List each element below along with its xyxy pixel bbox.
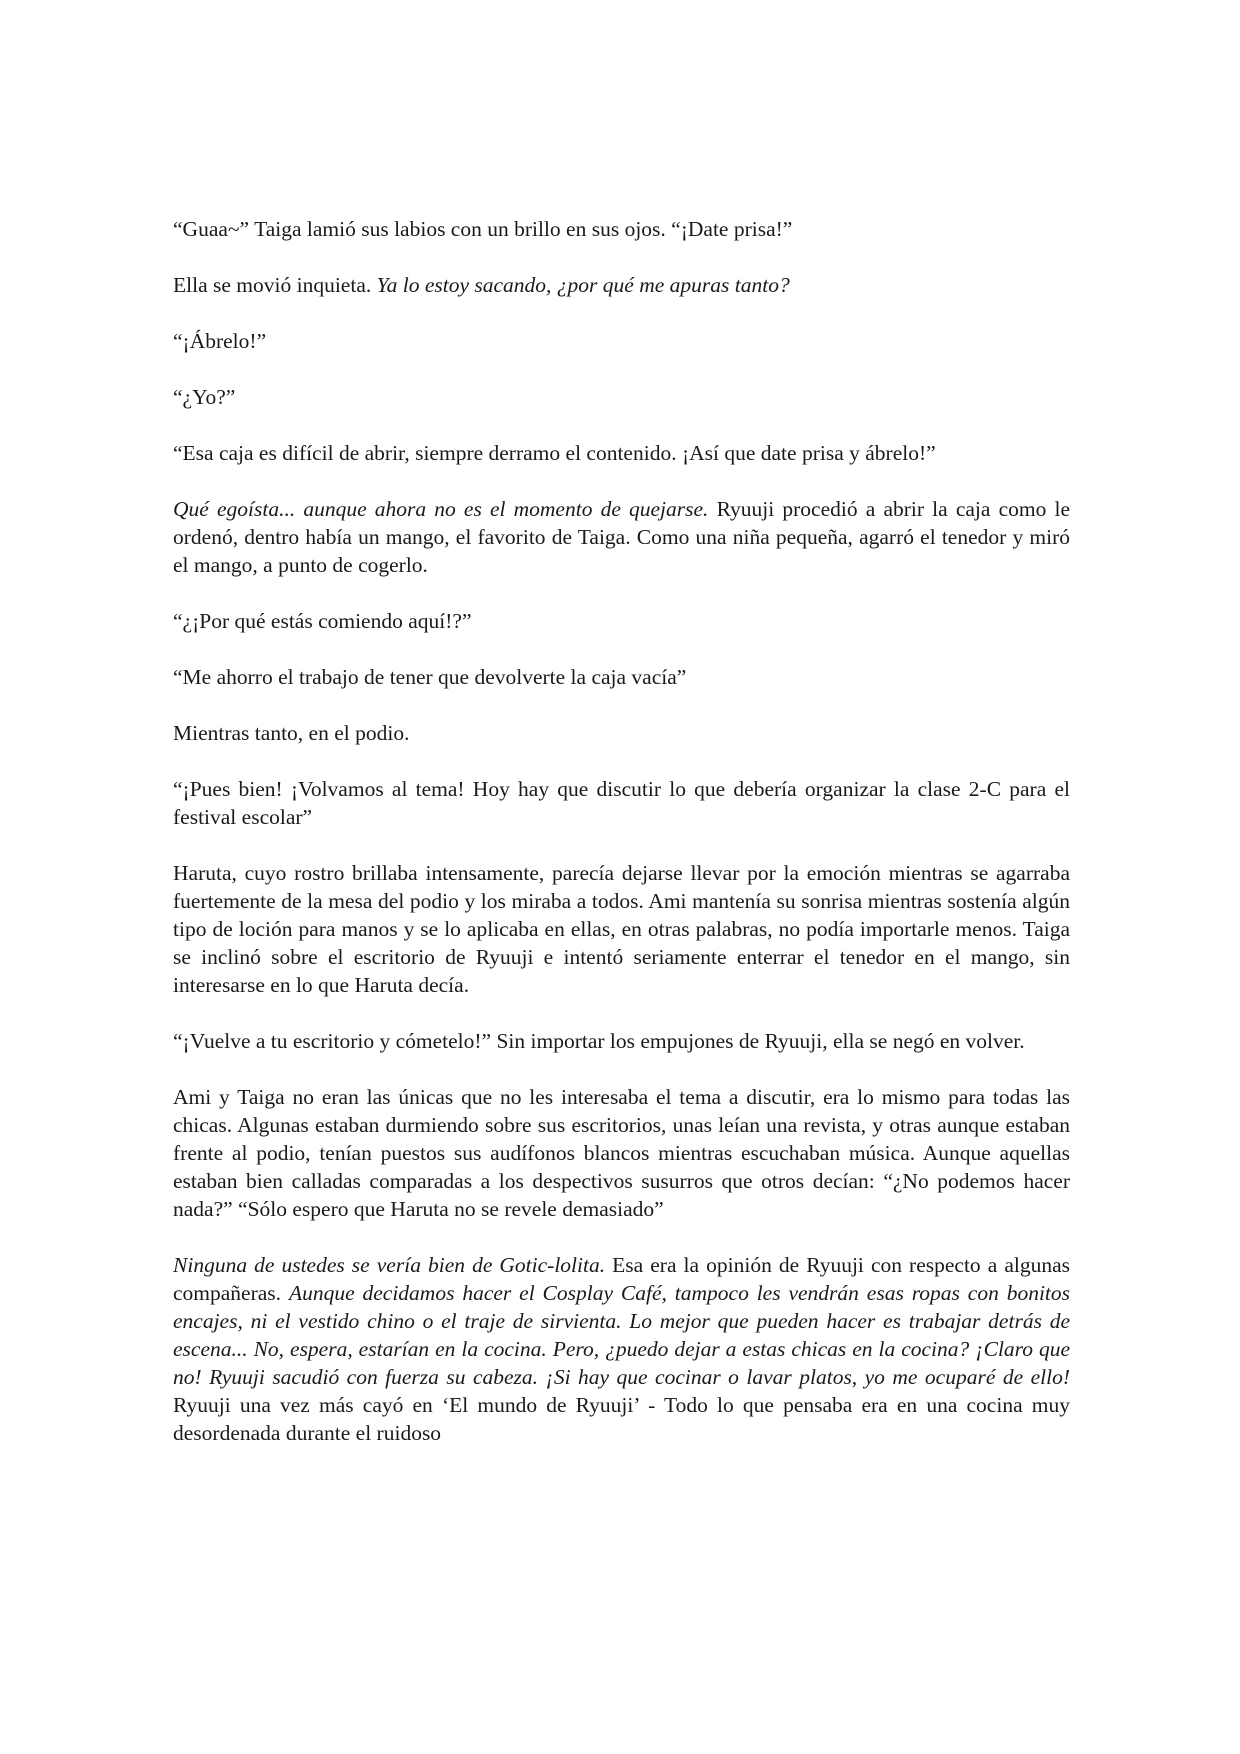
paragraph <box>173 439 1070 467</box>
italic-text-run: Ninguna de ustedes se vería bien de Gotic-lolita. <box>173 1253 606 1277</box>
italic-text-run: Ya lo estoy sacando, ¿por qué me apuras tanto? <box>376 273 790 297</box>
text-run: Mientras tanto, en el podio. <box>173 721 410 745</box>
text-run: “¡Vuelve a tu escritorio y cómetelo!” Sin importar los empujones de Ryuuji, ella se negó en volver. <box>173 1029 1025 1053</box>
italic-text-run: Qué egoísta... aunque ahora no es el momento de quejarse. <box>173 497 709 521</box>
text-run: Ella se movió inquieta. <box>173 273 377 297</box>
italic-text-run: Aunque decidamos hacer el Cosplay Café, tampoco les vendrán esas ropas con bonitos encajes, ni el vestido chino o el traje de sirvienta. Lo mejor que pueden hacer es trabajar detrás de escena... No, espera, estarían en la cocina. Pero, ¿puedo dejar a estas chicas en la cocina? ¡Claro que no! Ryuuji sacudió con fuerza su cabeza. ¡Si hay que cocinar o lavar platos, yo me ocuparé de ello! <box>173 1281 1071 1389</box>
paragraph <box>173 327 1070 355</box>
text-run: Ami y Taiga no eran las únicas que no les interesaba el tema a discutir, era lo mismo para todas las chicas. Algunas estaban durmiendo sobre sus escritorios, unas leían una revista, y otras aunque estaban frente al podio, tenían puestos sus audífonos blancos mientras escuchaban música. Aunque aquellas estaban bien calladas comparadas a los despectivos susurros que otros decían: “¿No podemos hacer nada?” “Sólo espero que Haruta no se revele demasiado” <box>173 1085 1070 1221</box>
text-run: “¿¡Por qué estás comiendo aquí!?” <box>173 609 472 633</box>
paragraph <box>173 495 1070 579</box>
paragraph <box>173 1083 1070 1223</box>
paragraph <box>173 383 1070 411</box>
paragraph <box>173 215 1070 243</box>
paragraph <box>173 663 1070 691</box>
text-run: “¿Yo?” <box>173 385 236 409</box>
paragraph <box>173 859 1070 999</box>
body-text <box>173 215 1070 1447</box>
text-run: Ryuuji procedió a abrir la caja como le ordenó, dentro había un mango, el favorito de Taiga. Como una niña pequeña, agarró el tenedor y miró el mango, a punto de cogerlo. <box>173 497 1070 577</box>
paragraph <box>173 607 1070 635</box>
text-run: “Me ahorro el trabajo de tener que devolverte la caja vacía” <box>173 665 687 689</box>
paragraph <box>173 1027 1070 1055</box>
text-run: “Guaa~” Taiga lamió sus labios con un brillo en sus ojos. “¡Date prisa!” <box>173 217 793 241</box>
paragraph <box>173 719 1070 747</box>
text-run: Haruta, cuyo rostro brillaba intensamente, parecía dejarse llevar por la emoción mientras se agarraba fuertemente de la mesa del podio y los miraba a todos. Ami mantenía su sonrisa mientras sostenía algún tipo de loción para manos y se lo aplicaba en ellas, en otras palabras, no podía importarle menos. Taiga se inclinó sobre el escritorio de Ryuuji e intentó seriamente enterrar el tenedor en el mango, sin interesarse en lo que Haruta decía. <box>173 861 1070 997</box>
text-run: “¡Pues bien! ¡Volvamos al tema! Hoy hay que discutir lo que debería organizar la clase 2-C para el festival escolar” <box>173 777 1070 829</box>
text-run: Ryuuji una vez más cayó en ‘El mundo de Ryuuji’ - Todo lo que pensaba era en una cocina muy desordenada durante el ruidoso <box>173 1393 1070 1445</box>
text-run: Esa era la opinión de Ryuuji con respecto a algunas compañeras. <box>173 1253 1070 1305</box>
text-run: “Esa caja es difícil de abrir, siempre derramo el contenido. ¡Así que date prisa y ábrelo!” <box>173 441 936 465</box>
paragraph <box>173 775 1070 831</box>
text-run: “¡Ábrelo!” <box>173 329 267 353</box>
paragraph <box>173 271 1070 299</box>
paragraph <box>173 1251 1070 1447</box>
